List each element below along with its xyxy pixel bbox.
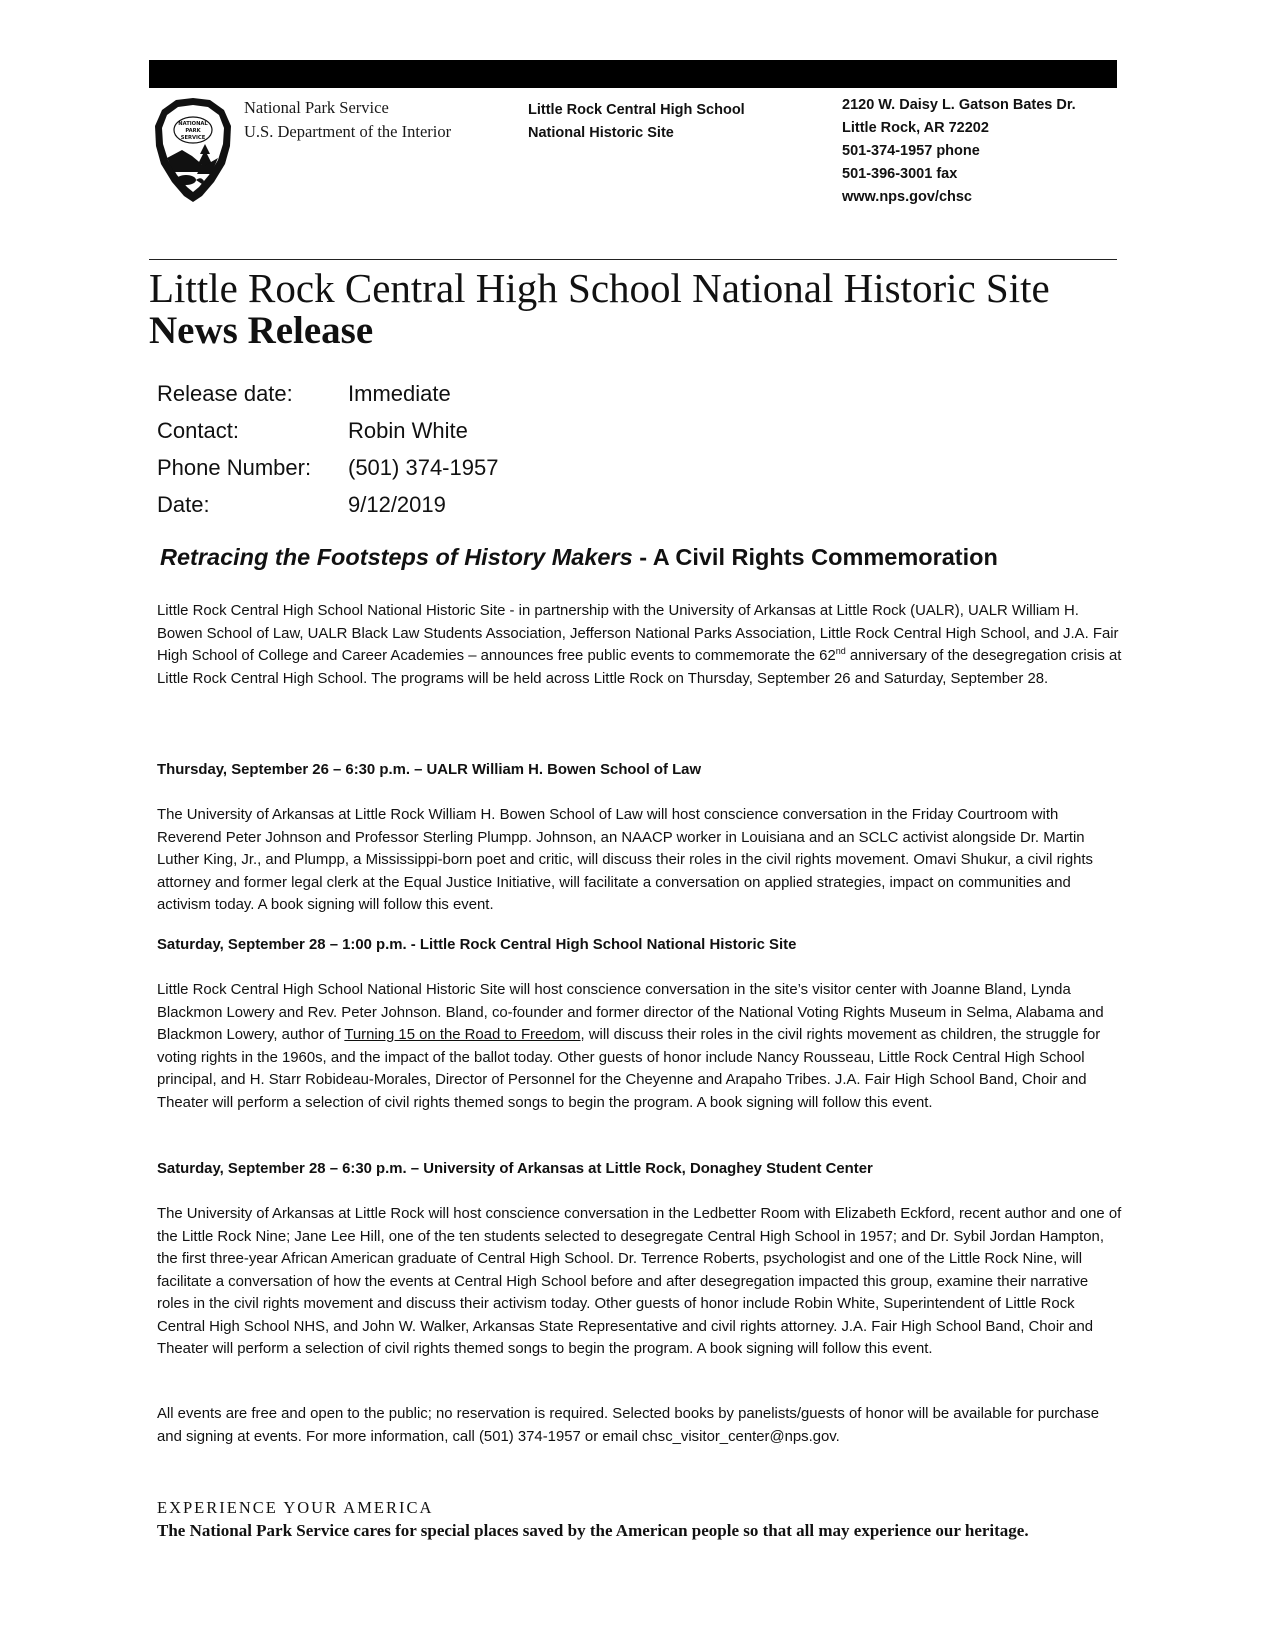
- intro-text: Little Rock Central High School National Historic Site - in partnership with the University of Arkansas at Little Rock (UALR), UALR William H. Bowen School of Law, UALR Black Law Students Association, Jefferson National Parks Association, Little Rock Central High School, and J.A. Fair High School of College and Career Academies – announces free public events to commemorate the 62: [157, 603, 1119, 664]
- svg-text:PARK: PARK: [185, 128, 201, 134]
- site-name-block: [528, 99, 745, 145]
- nps-arrowhead-logo: [152, 96, 235, 204]
- event-2-text: Little Rock Central High School National Historic Site will host conscience conversation in the site’s visitor center with Joanne Bland, Lynda Blackmon Lowery and Rev. Peter Johnson. Bland, co-founder and former director of the National Voting Rights Museum in Selma, Alabama and Blackmon Lowery, author of: [157, 982, 1104, 1043]
- footer: [157, 1497, 1097, 1542]
- city-state-zip: Little Rock, AR 72202: [842, 120, 989, 136]
- intro-text-continued: anniversary of the desegregation crisis at Little Rock Central High School. The programs will be held across Little Rock on Thursday, September 26 and Saturday, September 28.: [157, 648, 1122, 687]
- address-block: [842, 94, 1076, 209]
- fax-line: 501-396-3001 fax: [842, 166, 958, 182]
- event-headline: [160, 544, 998, 571]
- headline-italic: Retracing the Footsteps of History Makers: [160, 544, 633, 570]
- contact-value: Robin White: [348, 418, 468, 443]
- date-value: 9/12/2019: [348, 492, 446, 517]
- department-name: U.S. Department of the Interior: [244, 122, 452, 141]
- book-title: Turning 15 on the Road to Freedom: [344, 1027, 581, 1043]
- date-label: Date:: [157, 492, 210, 517]
- release-info: [157, 375, 498, 523]
- site-name-line1: Little Rock Central High School: [528, 102, 745, 118]
- document-subtitle: News Release: [149, 309, 374, 352]
- event-2-text-continued: , will discuss their roles in the civil rights movement as children, the struggle for voting rights in the 1960s, and the impact of the ballot today. Other guests of honor include Nancy Rousseau, Little Rock Central High School principal, and H. Starr Robideau-Morales, Director of Personnel for the Cheyenne and Arapaho Tribes. J.A. Fair High School Band, Choir and Theater will perform a selection of civil rights themed songs to begin the program. A book signing will follow this event.: [157, 1027, 1101, 1111]
- header-divider: [149, 259, 1117, 260]
- headline-rest: - A Civil Rights Commemoration: [632, 544, 998, 570]
- event-2-heading: Saturday, September 28 – 1:00 p.m. - Little Rock Central High School National Historic Site: [157, 937, 797, 953]
- agency-block: [244, 96, 451, 144]
- date-row: [157, 486, 498, 523]
- event-1-description: The University of Arkansas at Little Rock William H. Bowen School of Law will host conscience conversation in the Friday Courtroom with Reverend Peter Johnson and Professor Sterling Plumpp. Johnson, an NAACP worker in Louisiana and an SCLC activist alongside Dr. Martin Luther King, Jr., and Plumpp, a Mississippi-born poet and critic, will discuss their roles in the civil rights movement. Omavi Shukur, a civil rights attorney and former legal clerk at the Equal Justice Initiative, will facilitate a conversation on applied strategies, impact on communities and activism today. A book signing will follow this event.: [157, 807, 1094, 913]
- event-1-heading: Thursday, September 26 – 6:30 p.m. – UALR William H. Bowen School of Law: [157, 762, 702, 778]
- event-2-description: [157, 979, 1122, 1114]
- header-bar: [149, 60, 1117, 88]
- contact-label: Contact:: [157, 418, 239, 443]
- footer-mission: The National Park Service cares for special places saved by the American people so that all may experience our heritage.: [157, 1521, 1029, 1540]
- street-address: 2120 W. Daisy L. Gatson Bates Dr.: [842, 97, 1076, 113]
- event-3-heading: Saturday, September 28 – 6:30 p.m. – University of Arkansas at Little Rock, Donaghey Student Center: [157, 1161, 873, 1177]
- footer-tagline: EXPERIENCE YOUR AMERICA: [157, 1498, 434, 1517]
- release-date-value: Immediate: [348, 381, 451, 406]
- svg-text:SERVICE: SERVICE: [180, 135, 206, 141]
- website-link[interactable]: www.nps.gov/chsc: [842, 189, 972, 205]
- phone-value: (501) 374-1957: [348, 455, 499, 480]
- document-title: Little Rock Central High School National Historic Site: [149, 265, 1050, 311]
- release-date-label: Release date:: [157, 381, 293, 406]
- release-date-row: [157, 375, 498, 412]
- site-name-line2: National Historic Site: [528, 125, 674, 141]
- closing-paragraph: All events are free and open to the public; no reservation is required. Selected books by panelists/guests of honor will be available for purchase and signing at events. For more information, call (501) 374-1957 or email chsc_visitor_center@nps.gov.: [157, 1406, 1099, 1445]
- phone-label: Phone Number:: [157, 455, 312, 480]
- event-3-description: The University of Arkansas at Little Rock will host conscience conversation in the Ledbetter Room with Elizabeth Eckford, recent author and one of the Little Rock Nine; Jane Lee Hill, one of the ten students selected to desegregate Central High School in 1957; and Dr. Sybil Jordan Hampton, the first three-year African American graduate of Central High School. Dr. Terrence Roberts, psychologist and one of the Little Rock Nine, will facilitate a conversation of how the events at Central High School before and after desegregation impacted this group, examine their narrative roles in the civil rights movement and discuss their activism today. Other guests of honor include Robin White, Superintendent of Little Rock Central High School NHS, and John W. Walker, Arkansas State Representative and civil rights attorney. J.A. Fair High School Band, Choir and Theater will perform a selection of civil rights themed songs to begin the program. A book signing will follow this event.: [157, 1206, 1122, 1357]
- svg-text:NATIONAL: NATIONAL: [178, 121, 208, 127]
- agency-name: National Park Service: [244, 98, 389, 117]
- contact-row: [157, 412, 498, 449]
- intro-paragraph: [157, 600, 1122, 690]
- phone-line: 501-374-1957 phone: [842, 143, 980, 159]
- ordinal-suffix: nd: [835, 646, 846, 657]
- phone-row: [157, 449, 498, 486]
